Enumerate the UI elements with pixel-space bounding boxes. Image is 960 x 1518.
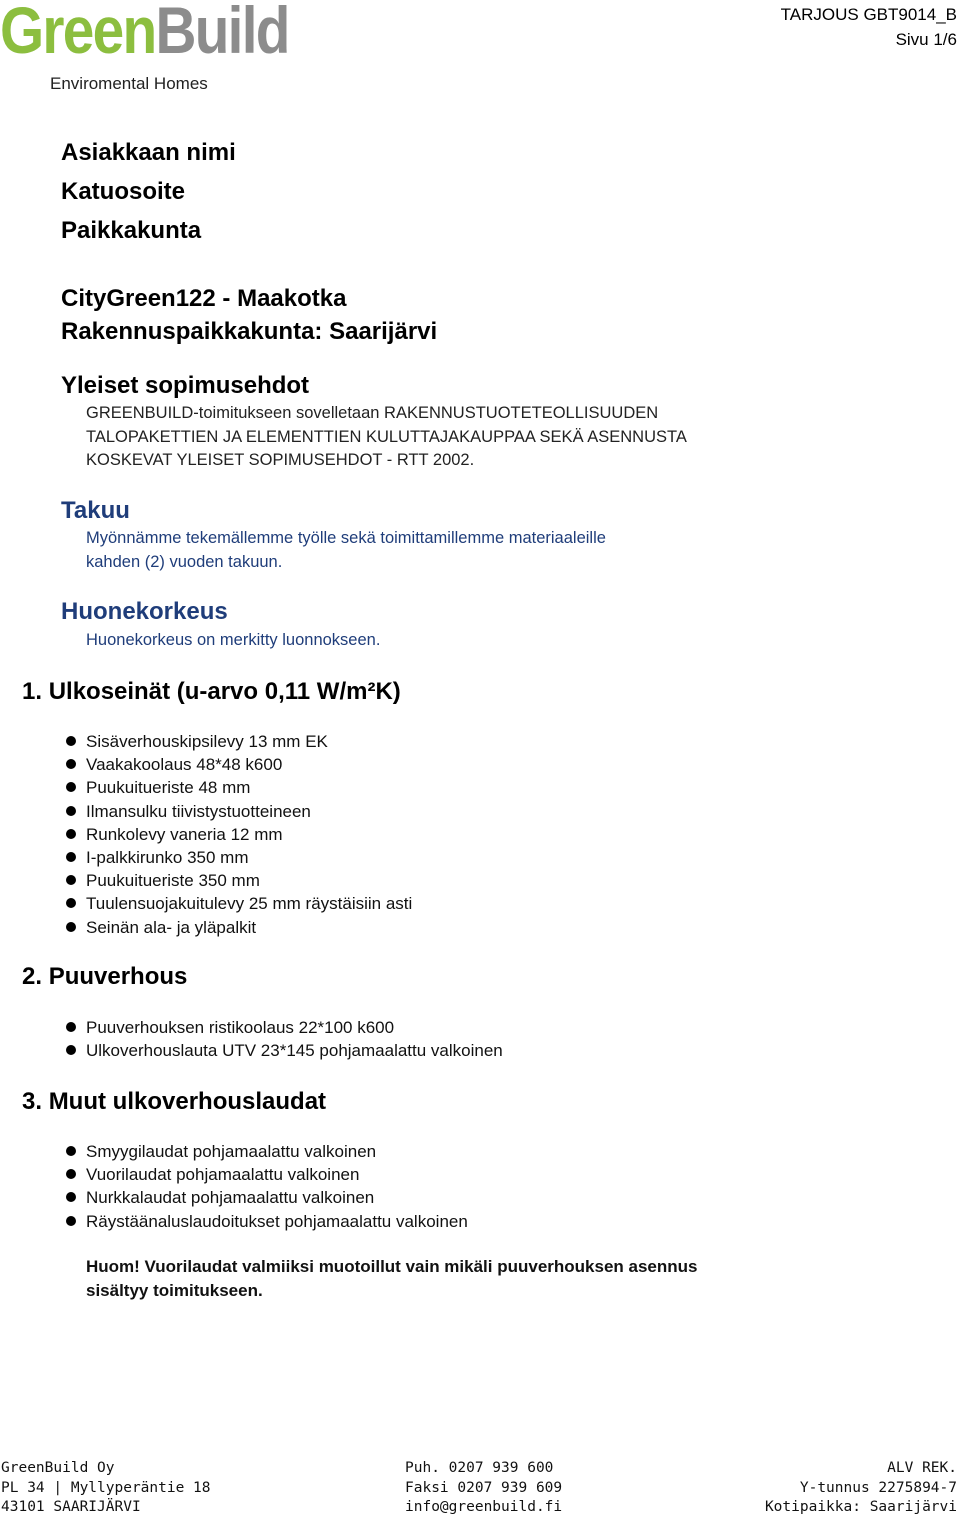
note-line: sisältyy toimitukseen. — [86, 1281, 263, 1300]
terms-text — [86, 402, 687, 473]
document-id: TARJOUS GBT9014_B — [780, 5, 957, 24]
section-1-heading — [22, 678, 401, 706]
list-item: Tuulensuojakuitulevy 25 mm räystäisiin asti — [0, 892, 412, 915]
logo-wordmark: GreenBuild — [0, 0, 289, 67]
footer-line: 43101 SAARIJÄRVI — [1, 1499, 141, 1515]
bullet-icon — [66, 1022, 76, 1032]
bullet-icon — [66, 898, 76, 908]
section-title: Puuverhous — [48, 963, 188, 990]
room-height-text: Huonekorkeus on merkitty luonnokseen. — [86, 631, 381, 649]
bullet-icon — [66, 829, 76, 839]
company-logo — [0, 0, 320, 100]
footer-line: Kotipaikka: Saarijärvi — [764, 1499, 957, 1515]
list-item: Sisäverhouskipsilevy 13 mm EK — [0, 730, 412, 753]
footer-line: Y-tunnus 2275894-7 — [799, 1479, 957, 1496]
list-item: Runkolevy vaneria 12 mm — [0, 823, 412, 846]
bullet-icon — [66, 852, 76, 862]
bullet-icon — [66, 736, 76, 746]
bullet-icon — [66, 922, 76, 932]
list-item: Nurkkalaudat pohjamaalattu valkoinen — [0, 1186, 468, 1209]
list-item: Smyygilaudat pohjamaalattu valkoinen — [0, 1140, 468, 1163]
terms-line: TALOPAKETTIEN JA ELEMENTTIEN KULUTTAJAKAUPPAA SEKÄ ASENNUSTA — [86, 427, 687, 446]
list-item: Ulkoverhouslauta UTV 23*145 pohjamaalattu valkoinen — [0, 1039, 503, 1062]
bullet-icon — [66, 875, 76, 885]
footer-phone: Puh. 0207 939 600 — [405, 1460, 554, 1476]
section-1-list — [0, 730, 412, 939]
bullet-icon — [66, 782, 76, 792]
bullet-icon — [66, 806, 76, 816]
list-item: Seinän ala- ja yläpalkit — [0, 916, 412, 939]
bullet-icon — [66, 1192, 76, 1202]
bullet-icon — [66, 1216, 76, 1226]
terms-line: KOSKEVAT YLEISET SOPIMUSEHDOT - RTT 2002. — [86, 451, 475, 469]
terms-line: GREENBUILD-toimitukseen sovelletaan RAKENNUSTUOTETEOLLISUUDEN — [86, 404, 659, 422]
footer-line: ALV REK. — [887, 1460, 957, 1476]
bullet-icon — [66, 1146, 76, 1156]
logo-subtitle: Enviromental Homes — [50, 74, 208, 93]
note-line: Huom! Vuorilaudat valmiiksi muotoillut vain mikäli puuverhouksen asennus — [86, 1257, 698, 1276]
customer-name: Asiakkaan nimi — [61, 139, 236, 166]
terms-title: Yleiset sopimusehdot — [61, 372, 310, 399]
section-number: 2. — [22, 963, 43, 990]
footer-contact — [405, 1459, 562, 1518]
warranty-title: Takuu — [61, 497, 130, 524]
section-2-heading — [22, 963, 187, 991]
list-item: Puukuitueriste 48 mm — [0, 776, 412, 799]
list-item: Ilmansulku tiivistystuotteineen — [0, 800, 412, 823]
bullet-icon — [66, 759, 76, 769]
list-item: Vaakakoolaus 48*48 k600 — [0, 753, 412, 776]
page-number: Sivu 1/6 — [895, 30, 957, 49]
list-item: Puuverhouksen ristikoolaus 22*100 k600 — [0, 1016, 503, 1039]
section-number: 3. — [22, 1088, 43, 1115]
bullet-icon — [66, 1169, 76, 1179]
list-item: Vuorilaudat pohjamaalattu valkoinen — [0, 1163, 468, 1186]
document-header — [781, 2, 957, 52]
warranty-line: Myönnämme tekemällemme työlle sekä toimittamillemme materiaaleille — [86, 529, 606, 547]
section-3-heading — [22, 1088, 326, 1116]
warranty-text — [86, 527, 606, 574]
section-2-list — [0, 1016, 503, 1062]
footer-email[interactable]: info@greenbuild.fi — [405, 1499, 563, 1515]
list-item: I-palkkirunko 350 mm — [0, 846, 412, 869]
footer-line: GreenBuild Oy — [1, 1460, 115, 1476]
list-item: Puukuitueriste 350 mm — [0, 869, 412, 892]
footer-line: PL 34 | Myllyperäntie 18 — [1, 1479, 211, 1496]
project-model: CityGreen122 - Maakotka — [61, 285, 347, 312]
footer-fax: Faksi 0207 939 609 — [405, 1479, 563, 1496]
section-3-list — [0, 1140, 468, 1233]
customer-street: Katuosoite — [61, 178, 186, 205]
warranty-line: kahden (2) vuoden takuun. — [86, 552, 283, 571]
customer-city: Paikkakunta — [61, 217, 202, 244]
section-title: Muut ulkoverhouslaudat — [48, 1088, 327, 1115]
note — [86, 1255, 698, 1303]
bullet-icon — [66, 1045, 76, 1055]
footer-company — [1, 1459, 211, 1518]
project-site: Rakennuspaikkakunta: Saarijärvi — [61, 318, 438, 345]
section-title: Ulkoseinät (u-arvo 0,11 W/m²K) — [48, 678, 401, 705]
footer-registration — [765, 1459, 957, 1518]
list-item: Räystäänaluslaudoitukset pohjamaalattu valkoinen — [0, 1210, 468, 1233]
section-number: 1. — [22, 678, 43, 705]
room-height-title: Huonekorkeus — [61, 598, 228, 625]
